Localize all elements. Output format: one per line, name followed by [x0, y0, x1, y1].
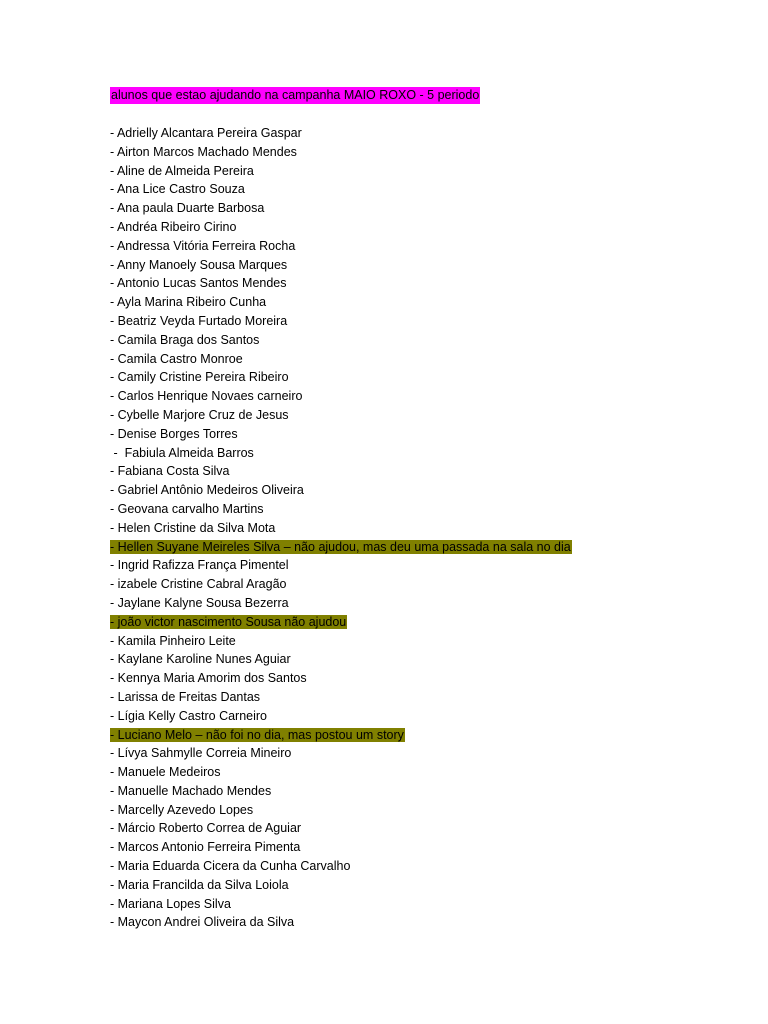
list-item: [110, 556, 730, 575]
list-item: [110, 782, 730, 801]
student-name: - Andréa Ribeiro Cirino: [110, 219, 237, 234]
student-name: - Fabiana Costa Silva: [110, 464, 230, 479]
list-item: [110, 350, 730, 369]
student-name: - Maycon Andrei Oliveira da Silva: [110, 915, 295, 930]
student-name: - Lívya Sahmylle Correia Mineiro: [110, 746, 292, 761]
student-name: - Cybelle Marjore Cruz de Jesus: [110, 407, 289, 422]
student-name: - Ana paula Duarte Barbosa: [110, 201, 265, 216]
list-item: [110, 876, 730, 895]
student-name: - Camila Braga dos Santos: [110, 332, 260, 347]
list-item: [110, 162, 730, 181]
list-item: [110, 913, 730, 932]
student-name: - Camily Cristine Pereira Ribeiro: [110, 370, 289, 385]
student-name: - Marcos Antonio Ferreira Pimenta: [110, 840, 301, 855]
student-name: - Beatriz Veyda Furtado Moreira: [110, 313, 288, 328]
document-title: alunos que estao ajudando na campanha MAIO ROXO - 5 periodo: [111, 88, 480, 102]
list-item: [110, 538, 730, 557]
list-item: [110, 763, 730, 782]
list-item: [110, 669, 730, 688]
student-name: - Denise Borges Torres: [110, 426, 238, 441]
list-item: [110, 575, 730, 594]
list-item: [110, 293, 730, 312]
list-item: [110, 312, 730, 331]
student-name: - Lígia Kelly Castro Carneiro: [110, 708, 268, 723]
list-item: [110, 632, 730, 651]
student-name: - Helen Cristine da Silva Mota: [110, 520, 276, 535]
list-item: [110, 500, 730, 519]
list-item: [110, 425, 730, 444]
student-name: - Ana Lice Castro Souza: [110, 182, 245, 197]
student-name: - Antonio Lucas Santos Mendes: [110, 276, 287, 291]
list-item: [110, 744, 730, 763]
student-name: - Gabriel Antônio Medeiros Oliveira: [110, 483, 304, 498]
list-item: [110, 819, 730, 838]
list-item: [110, 143, 730, 162]
list-item: [110, 218, 730, 237]
student-name: - Manuele Medeiros: [110, 765, 221, 780]
list-item: [110, 613, 730, 632]
student-name: - Camila Castro Monroe: [110, 351, 243, 366]
list-item: [110, 688, 730, 707]
student-list: [110, 124, 730, 932]
list-item: [110, 801, 730, 820]
student-name: - Kaylane Karoline Nunes Aguiar: [110, 652, 291, 667]
student-name: - Kamila Pinheiro Leite: [110, 633, 236, 648]
list-item: [110, 124, 730, 143]
student-name: - Fabiula Almeida Barros: [110, 445, 254, 460]
student-name: - Adrielly Alcantara Pereira Gaspar: [110, 126, 302, 140]
student-name: - Airton Marcos Machado Mendes: [110, 144, 297, 159]
list-item: [110, 256, 730, 275]
student-name: - Geovana carvalho Martins: [110, 501, 264, 516]
list-item: [110, 199, 730, 218]
student-name: - Maria Eduarda Cicera da Cunha Carvalho: [110, 859, 351, 874]
student-name: - Maria Francilda da Silva Loiola: [110, 877, 289, 892]
list-item: [110, 838, 730, 857]
student-name: - Larissa de Freitas Dantas: [110, 689, 261, 704]
highlighted-student-name: - Luciano Melo – não foi no dia, mas postou um story: [110, 727, 404, 742]
list-item: [110, 895, 730, 914]
list-item: [110, 406, 730, 425]
student-name: - izabele Cristine Cabral Aragão: [110, 577, 287, 592]
student-name: - Carlos Henrique Novaes carneiro: [110, 389, 303, 404]
list-item: [110, 519, 730, 538]
student-name: - Ingrid Rafizza França Pimentel: [110, 558, 289, 573]
list-item: [110, 444, 730, 463]
list-item: [110, 387, 730, 406]
student-name: - Marcelly Azevedo Lopes: [110, 802, 254, 817]
student-name: - Kennya Maria Amorim dos Santos: [110, 671, 307, 686]
student-name: - Jaylane Kalyne Sousa Bezerra: [110, 595, 289, 610]
list-item: [110, 726, 730, 745]
list-item: [110, 331, 730, 350]
list-item: [110, 274, 730, 293]
list-item: [110, 368, 730, 387]
student-name: - Márcio Roberto Correa de Aguiar: [110, 821, 302, 836]
student-name: - Ayla Marina Ribeiro Cunha: [110, 295, 267, 310]
student-name: - Andressa Vitória Ferreira Rocha: [110, 238, 296, 253]
list-item: [110, 594, 730, 613]
highlighted-student-name: - Hellen Suyane Meireles Silva – não ajudou, mas deu uma passada na sala no dia: [110, 539, 571, 554]
student-name: - Anny Manoely Sousa Marques: [110, 257, 288, 272]
list-item: [110, 650, 730, 669]
list-item: [110, 462, 730, 481]
document-body: [110, 86, 730, 932]
student-name: - Mariana Lopes Silva: [110, 896, 231, 911]
student-name: - Aline de Almeida Pereira: [110, 163, 254, 178]
student-name: - Manuelle Machado Mendes: [110, 783, 272, 798]
list-item: [110, 857, 730, 876]
list-item: [110, 481, 730, 500]
list-item: [110, 237, 730, 256]
list-item: [110, 180, 730, 199]
list-item: [110, 707, 730, 726]
highlighted-student-name: - joão victor nascimento Sousa não ajudou: [110, 614, 347, 629]
